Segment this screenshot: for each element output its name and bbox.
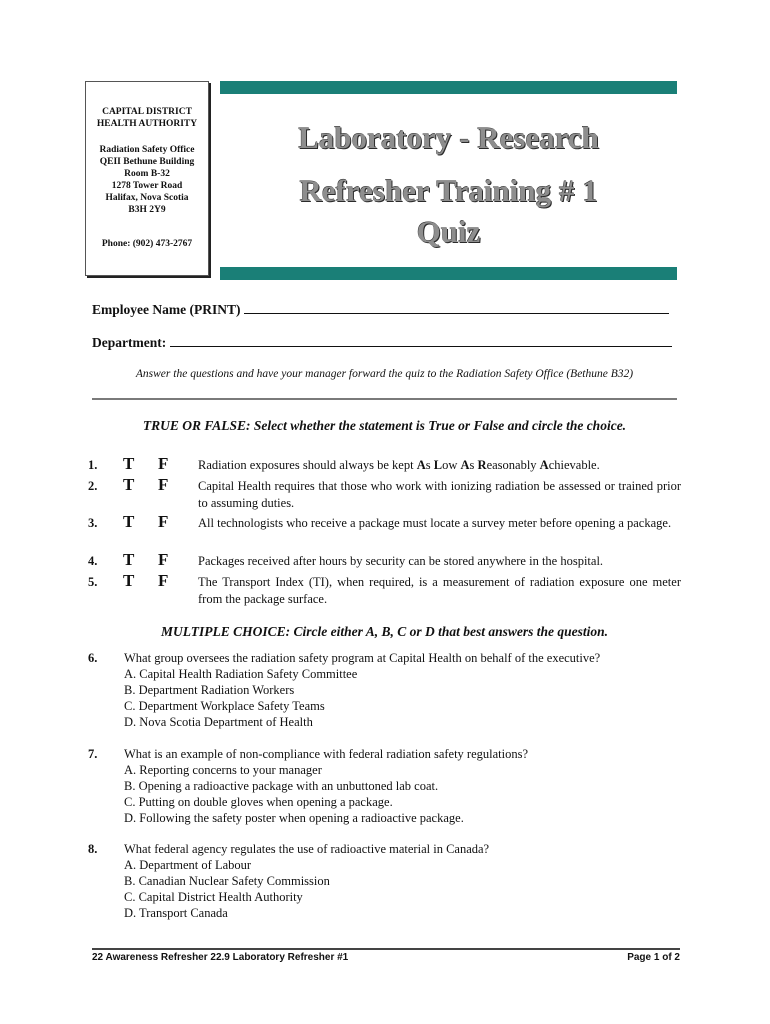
question-text: The Transport Index (TI), when required, is a measurement of radiation exposure one meter from the package surface. bbox=[198, 575, 681, 606]
header-top-bar bbox=[220, 81, 677, 94]
footer-divider bbox=[92, 948, 680, 950]
tf-section-heading: TRUE OR FALSE: Select whether the statement is True or False and circle the choice. bbox=[142, 418, 627, 433]
employee-name-line[interactable] bbox=[244, 312, 669, 314]
question-number: 3. bbox=[88, 516, 98, 530]
department-label: Department: bbox=[92, 335, 167, 350]
true-choice[interactable]: T bbox=[123, 512, 135, 531]
option-b[interactable]: B. Department Radiation Workers bbox=[124, 683, 295, 697]
organization-address: Radiation Safety Office QEII Bethune Building Room B-32 1278 Tower Road Halifax, Nova Scotia B3H 2Y9 bbox=[99, 145, 195, 215]
question-text: What group oversees the radiation safety program at Capital Health on behalf of the executive? bbox=[124, 651, 601, 665]
question-text: Capital Health requires that those who work with ionizing radiation be assessed or trained prior to assuming duties. bbox=[198, 479, 681, 510]
option-c[interactable]: C. Putting on double gloves when opening a package. bbox=[124, 795, 393, 809]
footer-page-number: Page 1 of 2 bbox=[627, 952, 680, 963]
true-choice[interactable]: T bbox=[123, 475, 135, 494]
false-choice[interactable]: F bbox=[158, 571, 169, 590]
title-line-1: Laboratory - Research bbox=[298, 120, 599, 155]
option-a[interactable]: A. Reporting concerns to your manager bbox=[124, 763, 322, 777]
organization-info-box bbox=[85, 81, 209, 276]
section-divider bbox=[92, 398, 677, 400]
false-choice[interactable]: F bbox=[158, 512, 169, 531]
question-text: What federal agency regulates the use of radioactive material in Canada? bbox=[124, 842, 490, 856]
title-line-3: Quiz bbox=[416, 214, 481, 249]
option-d[interactable]: D. Following the safety poster when opening a radioactive package. bbox=[124, 811, 464, 825]
option-c[interactable]: C. Department Workplace Safety Teams bbox=[124, 699, 325, 713]
question-text: Packages received after hours by security can be stored anywhere in the hospital. bbox=[198, 554, 604, 568]
question-number: 6. bbox=[88, 651, 98, 665]
employee-name-field[interactable] bbox=[92, 302, 669, 318]
footer-document-id: 22 Awareness Refresher 22.9 Laboratory Refresher #1 bbox=[92, 952, 349, 963]
option-b[interactable]: B. Canadian Nuclear Safety Commission bbox=[124, 874, 330, 888]
question-number: 5. bbox=[88, 575, 98, 589]
false-choice[interactable]: F bbox=[158, 454, 169, 473]
organization-name: CAPITAL DISTRICT HEALTH AUTHORITY bbox=[96, 107, 198, 129]
question-text: What is an example of non-compliance with federal radiation safety regulations? bbox=[124, 747, 529, 761]
question-number: 4. bbox=[88, 554, 98, 568]
question-number: 1. bbox=[88, 458, 98, 472]
false-choice[interactable]: F bbox=[158, 475, 169, 494]
false-choice[interactable]: F bbox=[158, 550, 169, 569]
employee-name-label: Employee Name (PRINT) bbox=[92, 302, 241, 317]
option-a[interactable]: A. Capital Health Radiation Safety Committee bbox=[124, 667, 358, 681]
question-number: 2. bbox=[88, 479, 98, 493]
true-choice[interactable]: T bbox=[123, 454, 135, 473]
question-text: Radiation exposures should always be kept As Low As Reasonably Achievable. bbox=[198, 458, 600, 472]
instructions: Answer the questions and have your manager forward the quiz to the Radiation Safety Office (Bethune B32) bbox=[135, 368, 634, 380]
title-line-2: Refresher Training # 1 bbox=[299, 173, 598, 208]
option-b[interactable]: B. Opening a radioactive package with an unbuttoned lab coat. bbox=[124, 779, 439, 793]
option-d[interactable]: D. Transport Canada bbox=[124, 906, 228, 920]
organization-phone: Phone: (902) 473-2767 bbox=[101, 239, 193, 249]
question-number: 8. bbox=[88, 842, 98, 856]
header-bottom-bar bbox=[220, 267, 677, 280]
department-line[interactable] bbox=[170, 345, 672, 347]
mc-section-heading: MULTIPLE CHOICE: Circle either A, B, C or D that best answers the question. bbox=[160, 624, 609, 639]
option-c[interactable]: C. Capital District Health Authority bbox=[124, 890, 303, 904]
option-a[interactable]: A. Department of Labour bbox=[124, 858, 252, 872]
true-choice[interactable]: T bbox=[123, 571, 135, 590]
question-text: All technologists who receive a package must locate a survey meter before opening a package. bbox=[198, 516, 672, 530]
true-choice[interactable]: T bbox=[123, 550, 135, 569]
department-field[interactable] bbox=[92, 335, 672, 351]
question-number: 7. bbox=[88, 747, 98, 761]
option-d[interactable]: D. Nova Scotia Department of Health bbox=[124, 715, 313, 729]
